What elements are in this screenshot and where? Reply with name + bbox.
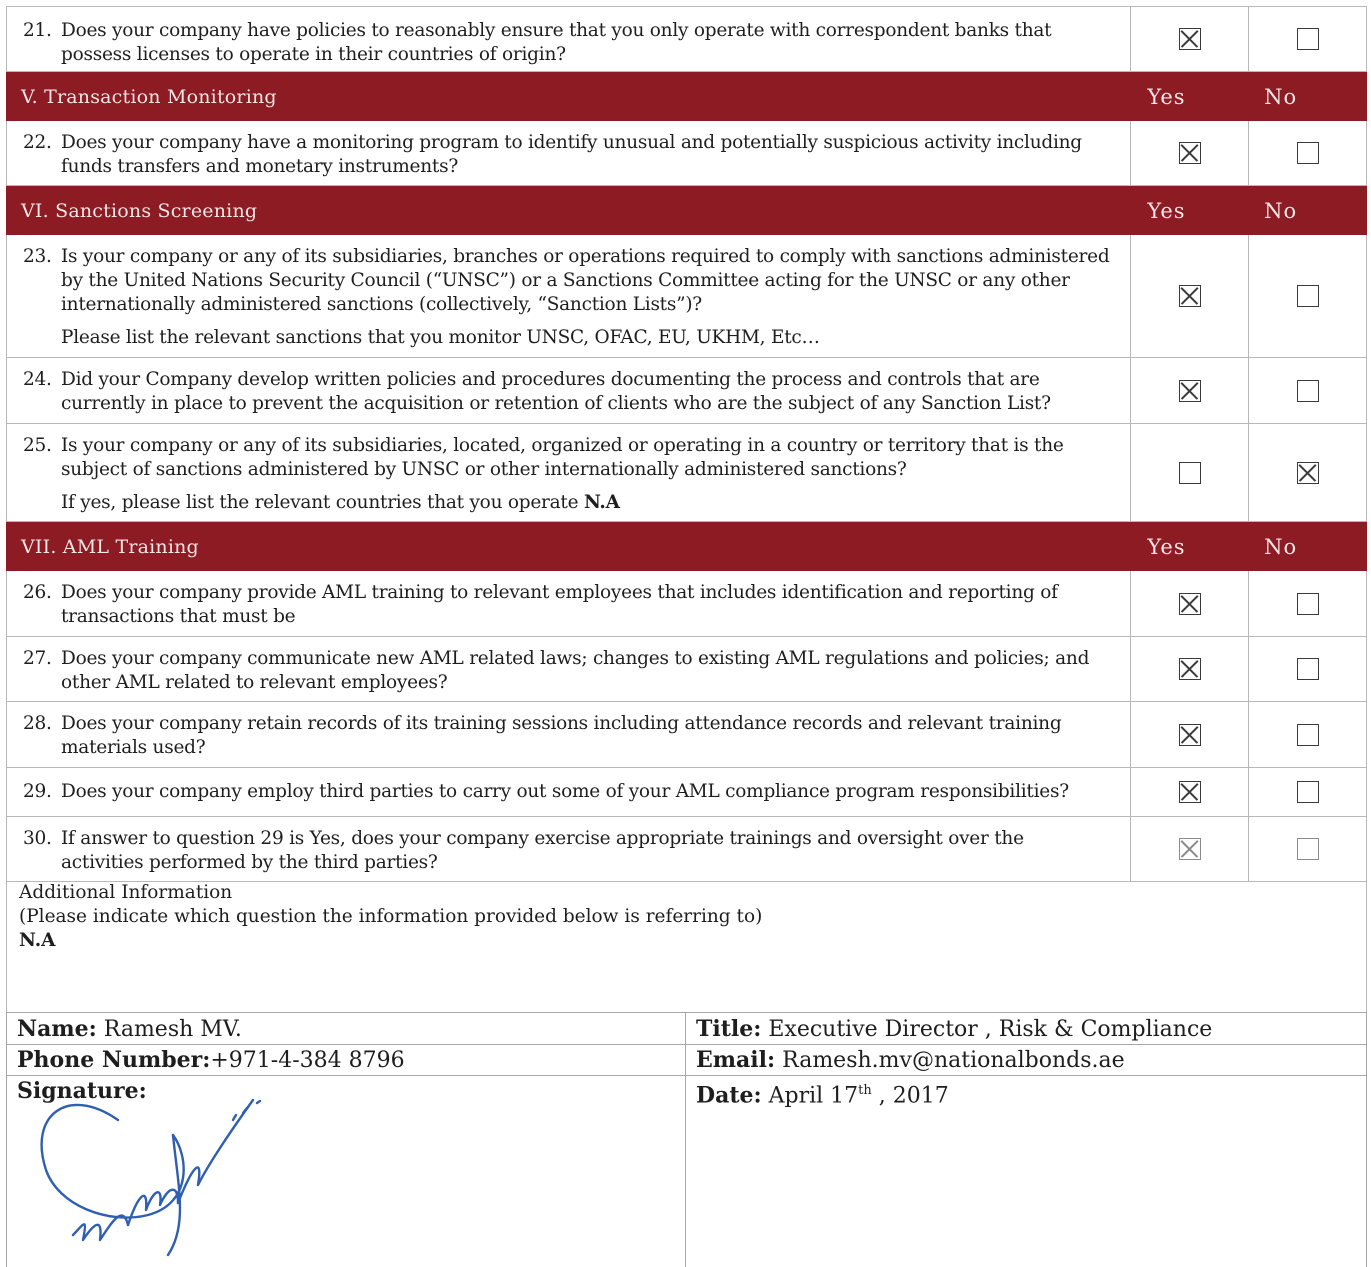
question-number: 25.: [23, 435, 52, 456]
no-checkbox[interactable]: [1297, 781, 1319, 803]
yes-checkbox[interactable]: [1179, 285, 1201, 307]
yes-cell: [1130, 358, 1248, 423]
name-value: Ramesh MV.: [96, 1017, 242, 1042]
no-checkbox[interactable]: [1297, 724, 1319, 746]
phone-line: [7, 1044, 685, 1075]
question-row: [6, 702, 1367, 768]
no-cell: [1248, 7, 1366, 71]
yes-cell: [1130, 121, 1248, 185]
signatory-right-column: [686, 1013, 1366, 1267]
yes-column-header: Yes: [1147, 198, 1186, 223]
question-number: 21.: [23, 20, 52, 41]
yes-checkbox[interactable]: [1179, 462, 1201, 484]
yes-cell: [1130, 768, 1248, 816]
phone-label: Phone Number:: [17, 1047, 211, 1073]
yes-checkbox[interactable]: [1179, 593, 1201, 615]
question-text-cell: [7, 637, 1130, 701]
yes-column-header: Yes: [1147, 84, 1186, 109]
question-number: 30.: [23, 828, 52, 849]
question-text-cell: [7, 817, 1130, 881]
additional-info-value: N.A: [19, 930, 56, 951]
yes-checkbox[interactable]: [1179, 658, 1201, 680]
no-column-header: No: [1264, 84, 1298, 109]
no-cell: [1248, 637, 1366, 701]
question-text: Is your company or any of its subsidiaries, branches or operations required to comply with sanctions administered by the United Nations Security Council (“UNSC”) or a Sanctions Committee acting for the UNSC or any other internationally administered sanctions (collectively, “Sanction Lists”)?: [61, 246, 1110, 315]
no-checkbox[interactable]: [1297, 285, 1319, 307]
question-note-answer: N.A: [583, 492, 620, 513]
questionnaire-grid: [6, 6, 1367, 882]
question-row: [6, 358, 1367, 424]
yes-checkbox[interactable]: [1179, 781, 1201, 803]
email-label: Email:: [696, 1047, 776, 1073]
title-label: Title:: [696, 1016, 762, 1042]
additional-info-instruction: (Please indicate which question the information provided below is referring to): [19, 906, 763, 927]
yes-checkbox[interactable]: [1179, 724, 1201, 746]
yes-cell: [1130, 571, 1248, 636]
date-year: , 2017: [871, 1083, 949, 1109]
title-value: Executive Director , Risk & Compliance: [761, 1017, 1213, 1042]
question-number: 23.: [23, 246, 52, 267]
no-cell: [1248, 235, 1366, 357]
no-checkbox[interactable]: [1297, 28, 1319, 50]
question-text: If answer to question 29 is Yes, does your company exercise appropriate trainings and oversight over the activities performed by the third parties?: [61, 828, 1024, 873]
no-cell: [1248, 571, 1366, 636]
question-text-cell: [7, 424, 1130, 521]
question-text-cell: [7, 358, 1130, 423]
question-text-cell: [7, 702, 1130, 767]
yes-checkbox[interactable]: [1179, 28, 1201, 50]
no-checkbox[interactable]: [1297, 593, 1319, 615]
yes-cell: [1130, 637, 1248, 701]
question-note-text: Please list the relevant sanctions that you monitor UNSC, OFAC, EU, UKHM, Etc…: [61, 327, 820, 348]
no-checkbox[interactable]: [1297, 142, 1319, 164]
question-row: [6, 121, 1367, 186]
no-cell: [1248, 702, 1366, 767]
yes-checkbox[interactable]: [1179, 142, 1201, 164]
question-text: Does your company provide AML training to relevant employees that includes identification and reporting of transactions that must be: [61, 582, 1058, 627]
no-column-header: No: [1264, 534, 1298, 559]
question-note: [23, 326, 1110, 350]
question-text-cell: [7, 571, 1130, 636]
yes-cell: [1130, 702, 1248, 767]
question-text: Does your company have policies to reasonably ensure that you only operate with correspondent banks that possess licenses to operate in their countries of origin?: [61, 20, 1052, 65]
no-cell: [1248, 358, 1366, 423]
phone-value: +971-4-384 8796: [210, 1048, 405, 1073]
yes-cell: [1130, 235, 1248, 357]
question-text-cell: [7, 121, 1130, 185]
question-text: Does your company retain records of its training sessions including attendance records and relevant training materials used?: [61, 713, 1062, 758]
yes-checkbox[interactable]: [1179, 380, 1201, 402]
question-text: Did your Company develop written policies and procedures documenting the process and controls that are currently in place to prevent the acquisition or retention of clients who are the subject of any Sanction List?: [61, 369, 1051, 414]
question-number: 29.: [23, 781, 52, 802]
question-row: [6, 6, 1367, 72]
section-header: [6, 72, 1367, 121]
no-cell: [1248, 424, 1366, 521]
question-note-text: If yes, please list the relevant countries that you operate: [61, 492, 584, 513]
no-column-header: No: [1264, 198, 1298, 223]
no-cell: [1248, 817, 1366, 881]
no-checkbox[interactable]: [1297, 462, 1319, 484]
handwritten-signature: [28, 1075, 268, 1265]
date-day: April 17: [761, 1083, 859, 1109]
date-line: [686, 1075, 1366, 1109]
question-row: [6, 637, 1367, 702]
section-header: [6, 522, 1367, 571]
yes-column-header: Yes: [1147, 534, 1186, 559]
additional-information: [6, 880, 1367, 1012]
section-header: [6, 186, 1367, 235]
signature-label: Signature:: [17, 1078, 147, 1104]
question-row: [6, 768, 1367, 817]
no-checkbox[interactable]: [1297, 380, 1319, 402]
name-line: [17, 1014, 685, 1044]
question-text: Does your company employ third parties to carry out some of your AML compliance program responsibilities?: [61, 781, 1069, 802]
no-checkbox[interactable]: [1297, 838, 1319, 860]
email-line: [686, 1044, 1366, 1075]
question-row: [6, 235, 1367, 358]
no-cell: [1248, 121, 1366, 185]
question-text: Does your company communicate new AML related laws; changes to existing AML regulations and policies; and other AML related to relevant employees?: [61, 648, 1090, 693]
question-text: Does your company have a monitoring program to identify unusual and potentially suspicious activity including funds transfers and monetary instruments?: [61, 132, 1082, 177]
question-row: [6, 424, 1367, 522]
yes-cell: [1130, 817, 1248, 881]
question-text-cell: [7, 235, 1130, 357]
question-text: Is your company or any of its subsidiaries, located, organized or operating in a country or territory that is the subject of sanctions administered by UNSC or other internationally administered sanctions?: [61, 435, 1064, 480]
email-value: Ramesh.mv@nationalbonds.ae: [775, 1048, 1125, 1073]
date-ordinal: th: [858, 1083, 872, 1098]
question-number: 22.: [23, 132, 52, 153]
question-number: 28.: [23, 713, 52, 734]
yes-checkbox[interactable]: [1179, 838, 1201, 860]
title-line: [696, 1014, 1366, 1044]
yes-cell: [1130, 7, 1248, 71]
question-text-cell: [7, 7, 1130, 71]
question-text-cell: [7, 768, 1130, 816]
question-row: [6, 817, 1367, 882]
yes-cell: [1130, 424, 1248, 521]
additional-info-heading: Additional Information: [19, 882, 233, 903]
question-number: 27.: [23, 648, 52, 669]
section-title: VII. AML Training: [21, 535, 199, 558]
no-cell: [1248, 768, 1366, 816]
question-number: 26.: [23, 582, 52, 603]
no-checkbox[interactable]: [1297, 658, 1319, 680]
name-label: Name:: [17, 1016, 97, 1042]
question-number: 24.: [23, 369, 52, 390]
date-label: Date:: [696, 1082, 762, 1109]
section-title: VI. Sanctions Screening: [21, 199, 258, 222]
question-row: [6, 571, 1367, 637]
question-note: [23, 491, 1110, 515]
section-title: V. Transaction Monitoring: [21, 85, 277, 108]
